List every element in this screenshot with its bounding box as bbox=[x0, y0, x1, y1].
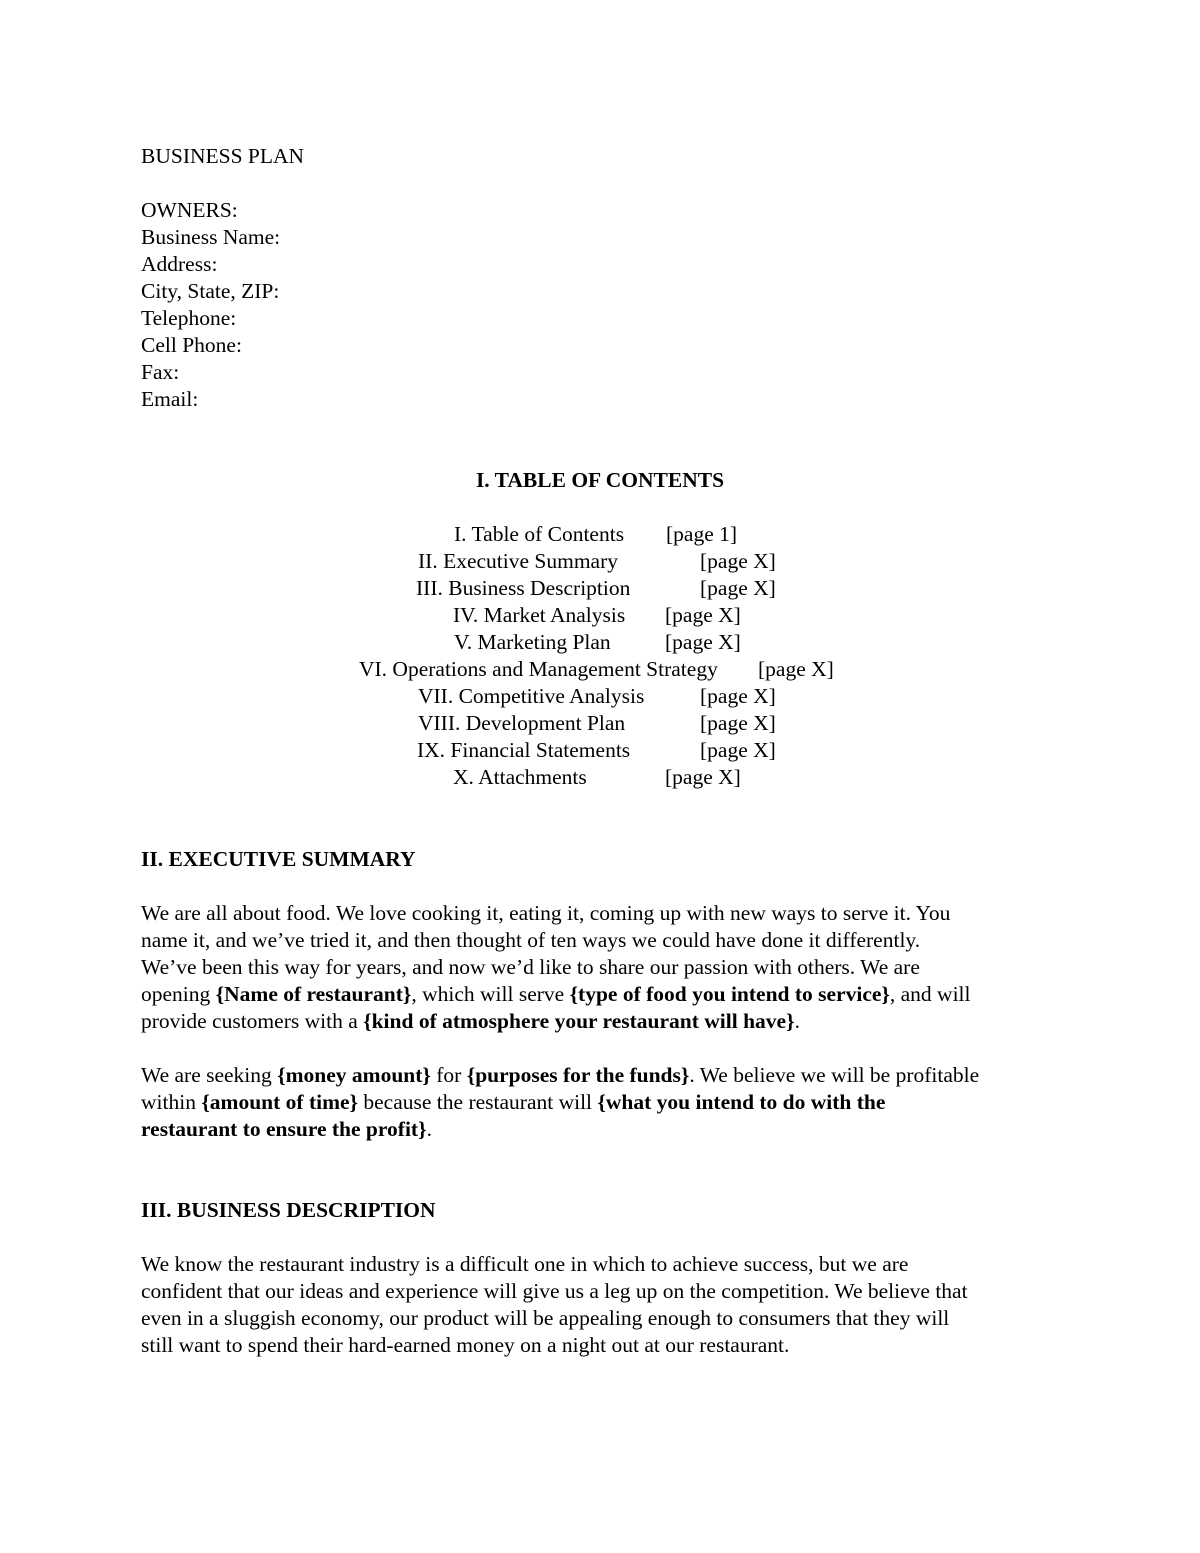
paragraph-line bbox=[141, 1116, 1071, 1143]
toc-entry-page: [page X] bbox=[700, 549, 776, 573]
business-name-label: Business Name: bbox=[141, 225, 281, 249]
city-state-zip-label: City, State, ZIP: bbox=[141, 279, 280, 303]
toc-entry-label: I. Table of Contents bbox=[454, 522, 625, 546]
toc-row bbox=[0, 656, 1200, 683]
business-description-heading: III. BUSINESS DESCRIPTION bbox=[141, 1198, 436, 1222]
toc-entry-label: VII. Competitive Analysis bbox=[418, 684, 645, 708]
text-run: opening bbox=[141, 982, 216, 1006]
paragraph-line: We’ve been this way for years, and now we’d like to share our passion with others. We are bbox=[141, 955, 920, 979]
toc-entry-page: [page X] bbox=[665, 603, 741, 627]
text-run: for bbox=[430, 1063, 467, 1087]
paragraph-line bbox=[141, 1089, 1071, 1116]
paragraph-line bbox=[141, 1062, 1071, 1089]
paragraph-line: We know the restaurant industry is a difficult one in which to achieve success, but we are bbox=[141, 1252, 909, 1276]
text-run: . bbox=[426, 1117, 432, 1141]
toc-row bbox=[0, 683, 1200, 710]
paragraph-line: confident that our ideas and experience will give us a leg up on the competition. We believe that bbox=[141, 1279, 968, 1303]
document-title: BUSINESS PLAN bbox=[141, 144, 305, 168]
text-run: We are seeking bbox=[141, 1063, 278, 1087]
paragraph-line: even in a sluggish economy, our product will be appealing enough to consumers that they will bbox=[141, 1306, 950, 1330]
toc-row bbox=[0, 737, 1200, 764]
placeholder-food-type: {type of food you intend to service} bbox=[569, 982, 890, 1006]
placeholder-profit-plan: {what you intend to do with the bbox=[597, 1090, 886, 1114]
toc-entry-label: VIII. Development Plan bbox=[418, 711, 626, 735]
toc-entry-page: [page X] bbox=[700, 684, 776, 708]
paragraph-line: We are all about food. We love cooking it, eating it, coming up with new ways to serve it. You bbox=[141, 901, 951, 925]
toc-entry-label: IV. Market Analysis bbox=[453, 603, 626, 627]
toc-entry-label: X. Attachments bbox=[453, 765, 587, 789]
toc-entry-label: IX. Financial Statements bbox=[417, 738, 631, 762]
table-of-contents bbox=[0, 521, 1200, 791]
placeholder-atmosphere: {kind of atmosphere your restaurant will have} bbox=[363, 1009, 795, 1033]
executive-summary-paragraph-1 bbox=[141, 900, 1071, 1035]
toc-entry-page: [page X] bbox=[700, 738, 776, 762]
toc-row bbox=[0, 575, 1200, 602]
text-run: provide customers with a bbox=[141, 1009, 364, 1033]
toc-row bbox=[0, 548, 1200, 575]
toc-entry-label: III. Business Description bbox=[416, 576, 631, 600]
owners-label: OWNERS: bbox=[141, 198, 238, 222]
toc-entry-page: [page 1] bbox=[666, 522, 738, 546]
fax-label: Fax: bbox=[141, 360, 180, 384]
placeholder-profit-plan-cont: restaurant to ensure the profit} bbox=[141, 1117, 427, 1141]
toc-heading: I. TABLE OF CONTENTS bbox=[475, 468, 725, 492]
text-run: , and will bbox=[889, 982, 971, 1006]
paragraph-line: still want to spend their hard-earned money on a night out at our restaurant. bbox=[141, 1333, 790, 1357]
paragraph-line bbox=[141, 1008, 1071, 1035]
placeholder-money-amount: {money amount} bbox=[277, 1063, 431, 1087]
telephone-label: Telephone: bbox=[141, 306, 237, 330]
toc-entry-label: II. Executive Summary bbox=[418, 549, 619, 573]
toc-row bbox=[0, 602, 1200, 629]
toc-row bbox=[0, 764, 1200, 791]
toc-entry-label: VI. Operations and Management Strategy bbox=[359, 657, 718, 681]
placeholder-restaurant-name: {Name of restaurant} bbox=[215, 982, 412, 1006]
placeholder-fund-purposes: {purposes for the funds} bbox=[466, 1063, 690, 1087]
toc-entry-label: V. Marketing Plan bbox=[454, 630, 611, 654]
text-run: , which will serve bbox=[411, 982, 570, 1006]
text-run: . We believe we will be profitable bbox=[689, 1063, 980, 1087]
toc-entry-page: [page X] bbox=[665, 765, 741, 789]
toc-entry-page: [page X] bbox=[700, 711, 776, 735]
toc-row bbox=[0, 521, 1200, 548]
text-run: because the restaurant will bbox=[358, 1090, 598, 1114]
toc-entry-page: [page X] bbox=[758, 657, 834, 681]
email-label: Email: bbox=[141, 387, 199, 411]
toc-entry-page: [page X] bbox=[700, 576, 776, 600]
executive-summary-heading: II. EXECUTIVE SUMMARY bbox=[141, 847, 416, 871]
executive-summary-paragraph-2 bbox=[141, 1062, 1071, 1143]
text-run: . bbox=[794, 1009, 800, 1033]
toc-row bbox=[0, 629, 1200, 656]
paragraph-line bbox=[141, 981, 1071, 1008]
text-run: within bbox=[141, 1090, 202, 1114]
toc-entry-page: [page X] bbox=[665, 630, 741, 654]
owner-info-block bbox=[141, 197, 280, 413]
paragraph-line: name it, and we’ve tried it, and then thought of ten ways we could have done it differently. bbox=[141, 928, 921, 952]
business-description-paragraph bbox=[141, 1251, 1071, 1359]
placeholder-amount-of-time: {amount of time} bbox=[201, 1090, 359, 1114]
toc-row bbox=[0, 710, 1200, 737]
address-label: Address: bbox=[141, 252, 218, 276]
cell-phone-label: Cell Phone: bbox=[141, 333, 242, 357]
